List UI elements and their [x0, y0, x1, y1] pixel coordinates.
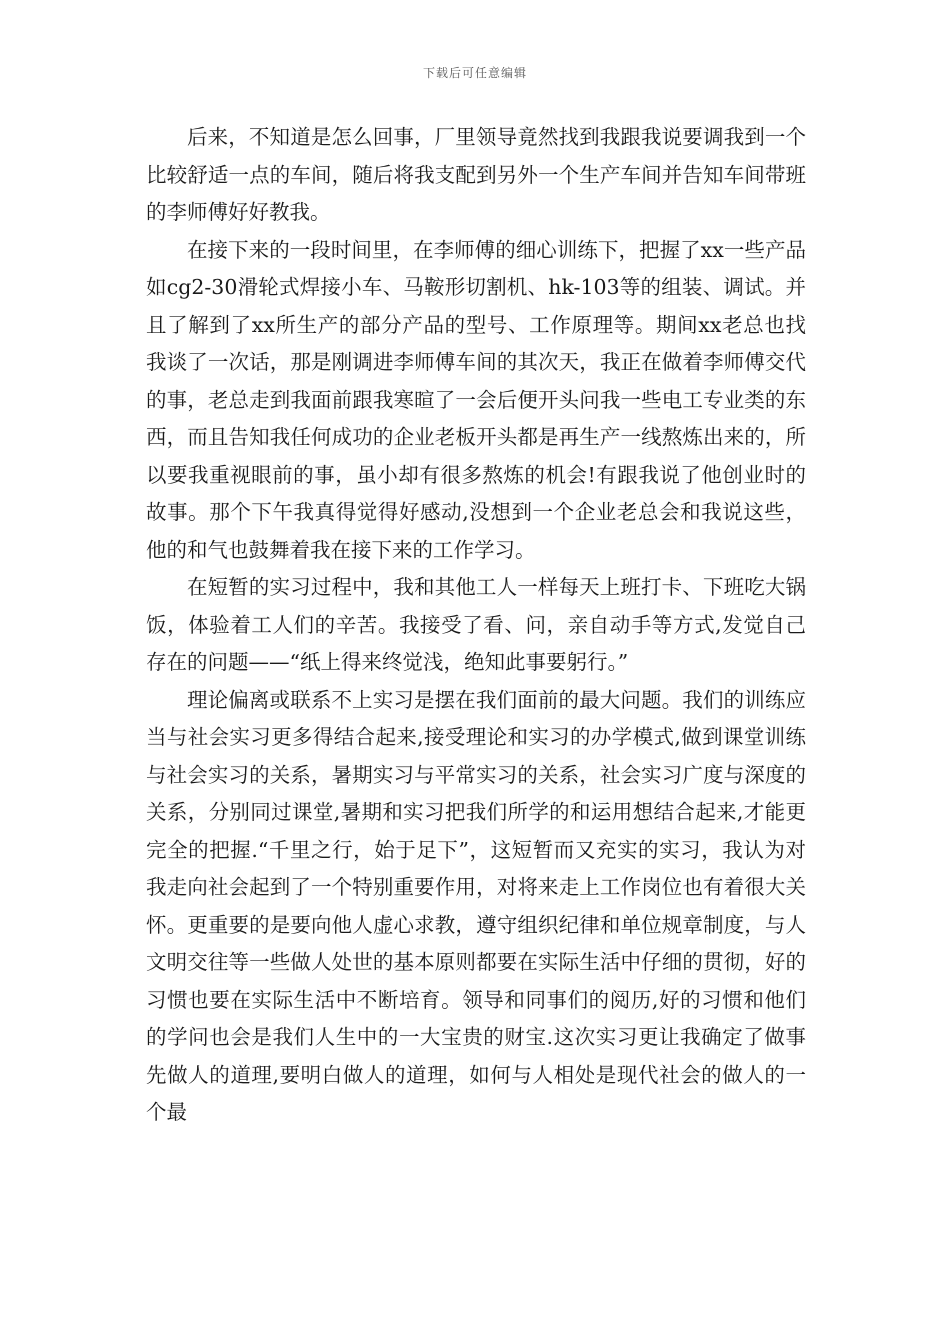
- paragraph: 理论偏离或联系不上实习是摆在我们面前的最大问题。我们的训练应当与社会实习更多得结合起来,接受理论和实习的办学模式,做到课堂训练与社会实习的关系，暑期实习与平常实习的关系，社会实习广度与深度的关系，分别同过课堂,暑期和实习把我们所学的和运用想结合起来,才能更完全的把握.“千里之行，始于足下”，这短暂而又充实的实习，我认为对我走向社会起到了一个特别重要作用，对将来走上工作岗位也有着很大关怀。更重要的是要向他人虚心求教，遵守组织纪律和单位规章制度，与人文明交往等一些做人处世的基本原则都要在实际生活中仔细的贯彻，好的习惯也要在实际生活中不断培育。领导和同事们的阅历,好的习惯和他们的学问也会是我们人生中的一大宝贵的财宝.这次实习更让我确定了做事先做人的道理,要明白做人的道理，如何与人相处是现代社会的做人的一个最: [146, 687, 806, 1124]
- paragraph: 后来，不知道是怎么回事，厂里领导竟然找到我跟我说要调我到一个比较舒适一点的车间，随后将我支配到另外一个生产车间并告知车间带班的李师傅好好教我。: [146, 125, 806, 224]
- document-body: [146, 119, 806, 1132]
- paragraph: 在短暂的实习过程中，我和其他工人一样每天上班打卡、下班吃大锅饭，体验着工人们的辛苦。我接受了看、问，亲自动手等方式,发觉自己存在的问题——“纸上得来终觉浅，绝知此事要躬行。”: [146, 575, 806, 674]
- page-header: 下载后可任意编辑: [422, 66, 527, 80]
- paragraph: 在接下来的一段时间里，在李师傅的细心训练下，把握了xx一些产品如cg2-30滑轮式焊接小车、马鞍形切割机、hk-103等的组装、调试。并且了解到了xx所生产的部分产品的型号、工作原理等。期间xx老总也找我谈了一次话，那是刚调进李师傅车间的其次天，我正在做着李师傅交代的事，老总走到我面前跟我寒暄了一会后便开头问我一些电工专业类的东西，而且告知我任何成功的企业老板开头都是再生产一线熬炼出来的，所以要我重视眼前的事，虽小却有很多熬炼的机会!有跟我说了他创业时的故事。那个下午我真得觉得好感动,没想到一个企业老总会和我说这些，他的和气也鼓舞着我在接下来的工作学习。: [146, 237, 806, 562]
